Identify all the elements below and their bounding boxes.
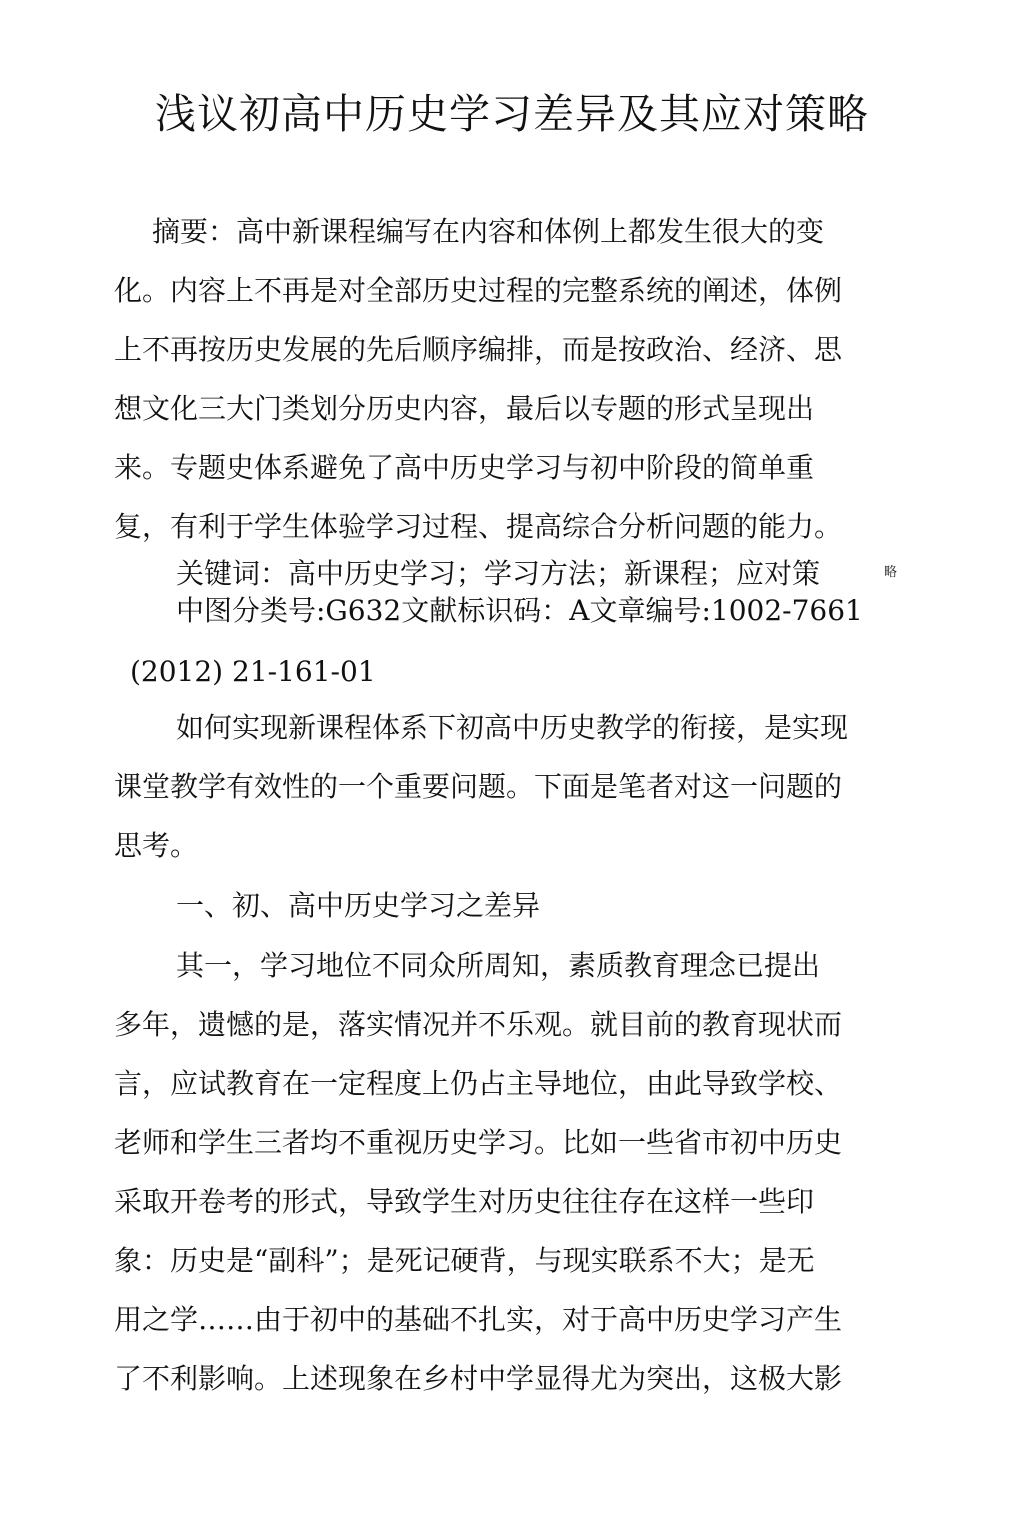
abstract-line: 复，有利于学生体验学习过程、提高综合分析问题的能力。 [114, 510, 843, 543]
abstract-line: 摘要：高中新课程编写在内容和体例上都发生很大的变 [152, 215, 825, 248]
margin-mark: 略 [884, 565, 898, 580]
body-line: 其一，学习地位不同众所周知，素质教育理念已提出 [176, 949, 821, 982]
abstract-line: 化。内容上不再是对全部历史过程的完整系统的阐述，体例 [114, 274, 843, 307]
body-line: 多年，遗憾的是，落实情况并不乐观。就目前的教育现状而 [114, 1008, 843, 1041]
body-line: 用之学……由于初中的基础不扎实，对于高中历史学习产生 [114, 1303, 843, 1336]
abstract-line: 来。专题史体系避免了高中历史学习与初中阶段的简单重 [114, 451, 815, 484]
document-title: 浅议初高中历史学习差异及其应对策略 [155, 90, 869, 138]
intro-line: 思考。 [114, 829, 199, 862]
intro-line: 课堂教学有效性的一个重要问题。下面是笔者对这一问题的 [114, 770, 843, 803]
body-line: 言，应试教育在一定程度上仍占主导地位，由此导致学校、 [114, 1067, 843, 1100]
section-heading: 一、初、高中历史学习之差异 [176, 889, 541, 922]
body-line: 了不利影响。上述现象在乡村中学显得尤为突出，这极大影 [114, 1362, 843, 1395]
body-line: 老师和学生三者均不重视历史学习。比如一些省市初中历史 [114, 1126, 843, 1159]
abstract-line: 上不再按历史发展的先后顺序编排，而是按政治、经济、思 [114, 333, 843, 366]
keywords-line: 关键词：高中历史学习；学习方法；新课程；应对策 [176, 557, 821, 590]
issue-number: (2012) 21-161-01 [130, 655, 376, 688]
abstract-line: 想文化三大门类划分历史内容，最后以专题的形式呈现出 [114, 392, 815, 425]
body-line: 采取开卷考的形式，导致学生对历史往往存在这样一些印 [114, 1185, 815, 1218]
intro-line: 如何实现新课程体系下初高中历史教学的衔接，是实现 [176, 711, 849, 744]
body-line: 象：历史是“副科”；是死记硬背，与现实联系不大；是无 [114, 1244, 815, 1277]
classification-line: 中图分类号:G632文献标识码：A文章编号:1002-7661 [176, 594, 863, 627]
